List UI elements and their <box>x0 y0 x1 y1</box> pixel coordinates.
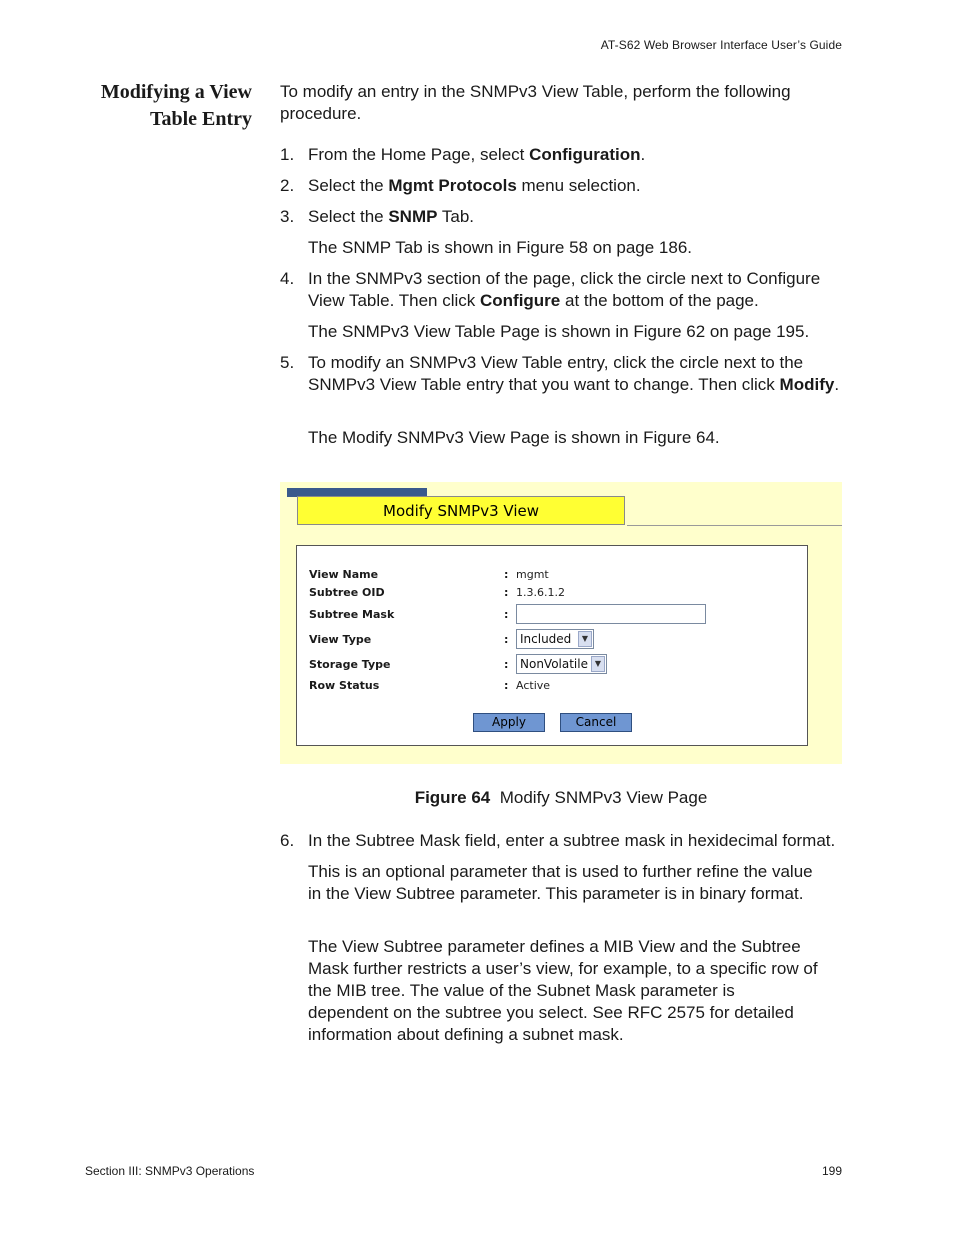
subtree-oid-value: 1.3.6.1.2 <box>516 586 565 599</box>
subtree-mask-input[interactable] <box>516 604 706 624</box>
figure-modify-snmpv3-view <box>280 482 842 764</box>
step-number: 2. <box>280 176 295 195</box>
step-text: Select the SNMP Tab. <box>308 207 475 226</box>
section-heading-line1: Modifying a View <box>100 81 252 103</box>
row-status-value: Active <box>516 679 551 692</box>
storage-type-value: NonVolatile <box>520 657 588 671</box>
colon: : <box>504 608 509 621</box>
note-step-6b: The View Subtree parameter defines a MIB View and the Subtree Mask further restricts a user’s view, for example, to a specific row of the MIB tree. The value of the Subnet Mask parameter is dependent on the subtree you select. See RFC 2575 for detailed information about defining a subnet mask. <box>308 937 818 1044</box>
view-type-value: Included <box>520 632 572 646</box>
section-heading <box>60 79 252 133</box>
chevron-down-icon[interactable]: ▼ <box>591 656 605 672</box>
colon: : <box>504 658 509 671</box>
note-step-5: The Modify SNMPv3 View Page is shown in Figure 64. <box>308 428 720 447</box>
subtree-mask-label: Subtree Mask <box>309 608 395 621</box>
storage-type-row <box>309 654 799 676</box>
note-step-3: The SNMP Tab is shown in Figure 58 on page 186. <box>308 238 692 257</box>
tab-modify-snmpv3-view[interactable]: Modify SNMPv3 View <box>297 496 625 525</box>
page-number: 199 <box>821 1164 842 1178</box>
colon: : <box>504 633 509 646</box>
step-text: Select the Mgmt Protocols menu selection. <box>308 176 641 195</box>
view-name-label: View Name <box>309 568 379 581</box>
step-number: 3. <box>280 207 295 226</box>
step-text: From the Home Page, select Configuration. <box>308 145 646 164</box>
step-number: 5. <box>280 353 295 372</box>
section-heading-line2: Table Entry <box>149 108 252 130</box>
row-status-row <box>309 675 799 697</box>
form-panel <box>296 545 808 746</box>
subtree-oid-label: Subtree OID <box>309 586 385 599</box>
step-number: 6. <box>280 831 295 850</box>
subtree-oid-row <box>309 582 799 604</box>
view-name-value: mgmt <box>516 568 549 581</box>
footer-section: Section III: SNMPv3 Operations <box>85 1164 255 1178</box>
cancel-button[interactable]: Cancel <box>560 713 632 732</box>
apply-button[interactable]: Apply <box>473 713 545 732</box>
step-text: In the SNMPv3 section of the page, click the circle next to Configure View Table. Then click Configure at the bottom of the page. <box>308 269 821 310</box>
storage-type-select[interactable] <box>516 654 607 674</box>
view-type-select[interactable] <box>516 629 594 649</box>
colon: : <box>504 679 509 692</box>
colon: : <box>504 586 509 599</box>
note-step-4: The SNMPv3 View Table Page is shown in Figure 62 on page 195. <box>308 322 810 341</box>
figure-caption <box>280 788 842 808</box>
step-number: 4. <box>280 269 295 288</box>
guide-title: AT-S62 Web Browser Interface User’s Guide <box>600 38 842 52</box>
colon: : <box>504 568 509 581</box>
step-text: To modify an SNMPv3 View Table entry, click the circle next to the SNMPv3 View Table entry that you want to change. Then click Modify. <box>308 353 840 394</box>
tab-divider <box>627 525 842 526</box>
storage-type-label: Storage Type <box>309 658 391 671</box>
step-number: 1. <box>280 145 295 164</box>
figure-number: Figure 64 <box>414 788 491 807</box>
intro-paragraph: To modify an entry in the SNMPv3 View Table, perform the following procedure. <box>280 82 791 123</box>
note-step-6a: This is an optional parameter that is used to further refine the value in the View Subtree parameter. This parameter is in binary format. <box>308 862 813 903</box>
chevron-down-icon[interactable]: ▼ <box>578 631 592 647</box>
step-text: In the Subtree Mask field, enter a subtree mask in hexidecimal format. <box>308 831 836 850</box>
figure-title: Modify SNMPv3 View Page <box>499 788 708 807</box>
row-status-label: Row Status <box>309 679 380 692</box>
view-type-label: View Type <box>309 633 372 646</box>
subtree-mask-row <box>309 604 799 626</box>
view-type-row <box>309 629 799 651</box>
